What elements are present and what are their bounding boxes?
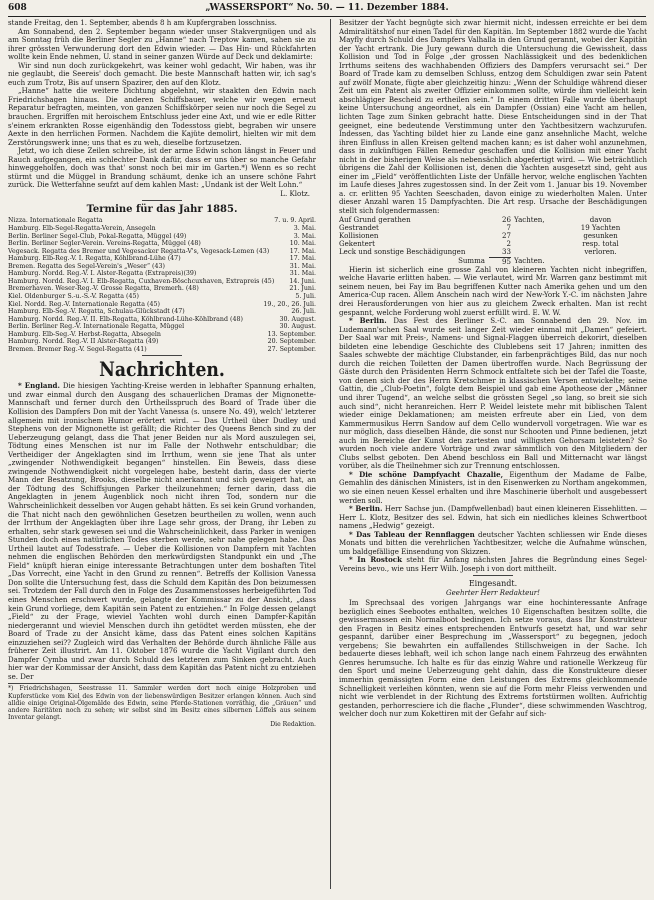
berlin2-lead: * Berlin. bbox=[349, 504, 383, 514]
regatta-row bbox=[8, 225, 316, 233]
damage-sum-label: Summa bbox=[458, 255, 485, 265]
page-number: 608 bbox=[8, 3, 27, 13]
regatta-event: Nizza. Internationale Regatta bbox=[8, 217, 103, 225]
damage-sum-value: 95 bbox=[489, 257, 511, 266]
paragraph: Am Sonnabend, den 2. September begann wieder unser Stakvergnügen und als am Sonntag früh die Berliner Segler zu „Hanne“ nach Treptow kamen, sahen sie zu ihrer grössten Verwunderung dort den Edwin wieder. — Das Hin- und Rückfahrten wollte kein Ende nehmen, U. stand in seiner ganzen Würde auf Deck und deklamirte: bbox=[8, 26, 316, 62]
paragraph: Wir sind nun doch zurückgekehrt, was keiner wohl gedacht, Wir haben, was ihr nie geglaubt, die Seereis' doch gemacht. Die beste Mannschaft hatten wir, ich sag's euch zum Trotz, Bis auf unsern Spazirer, den auf den Klotz. bbox=[8, 60, 316, 87]
damage-row bbox=[339, 248, 647, 256]
regatta-event: Hamburg. Nordd. Reg.-V. I. Alster-Regatta (Extrapreis)(39) bbox=[8, 270, 197, 278]
regatta-date: 5. Juli. bbox=[295, 292, 316, 300]
chazalie-lead: * Die schöne Dampfyacht Chazalie, bbox=[349, 469, 504, 479]
damage-value: 27 bbox=[502, 230, 511, 240]
regatta-event: Bremen. Regatta des Segel-Verein's „Weser“ (43) bbox=[8, 262, 165, 270]
section-separator bbox=[142, 200, 182, 201]
regatta-row bbox=[8, 233, 316, 241]
page-header bbox=[8, 3, 646, 17]
berlin-item bbox=[339, 317, 647, 471]
regatta-row bbox=[8, 346, 316, 354]
damage-table bbox=[339, 216, 647, 257]
paragraph: „Hanne“ hatte die weitere Dichtung abgelehnt, wir staakten den Edwin nach Friedrichshagen hinaus. Die anderen Schiffsbauer, welche wir wegen erneut Reparatur befragten, meinten, von ganzen Schiffskörper seien nur noch die Segel zu brauchen. Ergriffen mit heroischem Entschluss jeder eine Axt, und wie er edle Ritter s'einem erkrankten Rosse eigenhändig den Todesstoss giebt, begraben wir unsere Aexte in den herrlichen Formen. Nachdem die Kajüte demolirt, hielten wir mit dem Zerstörungswerk inne; uns that es zu weh, dieselbe fortzusetzen. bbox=[8, 86, 316, 147]
berlin2-item bbox=[339, 505, 647, 531]
england-lead: * England. bbox=[18, 381, 60, 391]
running-title: „WASSERSPORT“ No. 50. — 11. Dezember 1884. bbox=[205, 3, 449, 13]
regatta-event: Hamburg. Nordd. Reg.-V. II Alster-Regatta (49) bbox=[8, 338, 159, 346]
damage-label: Gekentert bbox=[339, 240, 375, 249]
paragraph: Hierin ist sicherlich eine grosse Zahl von kleineren Yachten nicht inbegriffen, welche Havarie erlitten haben. — Wie verlautet, wird Mr. Warren ganz bestimmt mit seinem neuen, bei Fay im Bau begriffenen Kutter nach Amerika gehen und um den America-Cup racen. Allem Anschein nach wird der New-York Y.-C. im nächsten Jahre drei Herausforderungen von hier aus zu gleichem Zweck erhalten. Man ist recht gespannt, welche Forderung wohl zuerst erfüllt wird. E. W. W. bbox=[339, 264, 647, 317]
damage-label: Gestrandet bbox=[339, 223, 379, 232]
regatta-date: 17. Mai. bbox=[289, 247, 316, 255]
regatta-date: 31. Mai. bbox=[289, 262, 316, 270]
regatta-row bbox=[8, 323, 316, 331]
regatta-event: Hamburg. Elb-Seg.-V. Regatta, Schulau-Glückstadt (47) bbox=[8, 308, 185, 316]
regatta-date: 14. Juni. bbox=[289, 277, 316, 285]
regatta-event: Hamburg. Elb-Seg.-V. Herbst-Regatta, Absegeln bbox=[8, 330, 161, 338]
regatta-row bbox=[8, 240, 316, 248]
right-column bbox=[339, 19, 647, 893]
footnote-sign: Die Redaktion. bbox=[270, 721, 316, 729]
berlin-lead: * Berlin. bbox=[349, 316, 387, 326]
regatta-event: Hamburg. Elb-Segel-Regatta-Verein, Ansegeln bbox=[8, 225, 156, 233]
regatta-date: 3. Mai. bbox=[293, 225, 316, 233]
footnote bbox=[8, 683, 316, 728]
section-separator bbox=[473, 575, 513, 576]
regatta-event: Kiel. Oldenburger S.-u.-S.-V. Regatta (45) bbox=[8, 292, 139, 300]
regatta-date: 19., 20., 26. Juli. bbox=[263, 300, 316, 308]
regatta-event: Berlin. Berliner Segler-Verein. Vereins-Regatta, Müggel (48) bbox=[8, 240, 201, 248]
regatta-row bbox=[8, 217, 316, 225]
regatta-row bbox=[8, 270, 316, 278]
damage-sum-unit: Yachten. bbox=[514, 255, 545, 265]
damage-label: Kollisionen bbox=[339, 231, 379, 240]
termine-heading: Termine für das Jahr 1885. bbox=[86, 204, 238, 216]
regatta-date: 3. Mai. bbox=[293, 232, 316, 240]
column-divider bbox=[330, 19, 331, 889]
regatta-event: Kiel. Nordd. Reg.-V. Internationale Regatta (45) bbox=[8, 300, 160, 308]
letter-text: Im Sprechsaal des vorigen Jahrgangs war eine hochinteressante Anfrage bezüglich eines Seebootes enthalten, welches 10 Eigenschaften besitzen sollte, die gewissermassen ein Normalboot bedingen. Ich setze voraus, dass Ihr Konstrukteur den Fragen in Besitz eines entsprechenden Entwurfs gesetzt hat, und war sehr gespannt, darüber einer Besprechung im „Wassersport“ zu begegnen, jedoch vergebens; Sie bewahrten ein auffallendes Stillschweigen in der Sache. Ich bedauerte dieses lebhaft, weil ich schon lange nach einem Fahrzeug des erwähnten Genres herumsuche. Ich halte es für das einzig Wahre und rationelle Werkzeug für den Sport und meine Ueberzeugung geht dahin, dass die Konstrukteure dieser immerhin gemässigten Form eine den Leistungen des Extrems gleichkommende Schnelligkeit verleihen könnten, wenn sie auf die Form mehr Fleiss verwenden und nicht wie verblendet in der Richtung des Extrems fortstürmen wollten. Aufrichtig gestanden, perhorresciere ich die flache „Flunder“, diese schwimmenden Waschtrog, welcher doch nur zum Kokettiren mit der Gefahr auf sich- bbox=[339, 598, 647, 719]
tableau-lead: * Das Tableau der Rennflaggen bbox=[349, 529, 475, 539]
regatta-row bbox=[8, 263, 316, 271]
regatta-row bbox=[8, 285, 316, 293]
regatta-date: 30. August. bbox=[279, 323, 316, 331]
paragraph: Besitzer der Yacht begnügte sich zwar hiermit nicht, indessen erreichte er bei dem Admiralitätshof nur einen Tadel für den Kapitän. Im September 1882 wurde die Yacht Mayfly durch Schuld des Dampfers Valhalla in den Grund gerannt, wobei der Kapitän der Yacht ertrank. Die Jury gewann durch die Untersuchung die Gewissheit, dass Kollision und Tod in Folge „der grossen Nachlässigkeit und des bedenklichen Irrthums seitens des wachhabenden Offiziers des Dampfers verursacht sei.“ Der Board of Trade kam zu demselben Schluss, entzog dem Schuldigen zwar sein Patent auf zwölf Monate, fügte aber gleichzeitig hinzu: „Wenn der Schuldige während dieser Zeit um ein Patent als zweiter Offizier einkommen sollte, würde ihm vielleicht kein abschlägiger Bescheid zu ertheilen sein.“ In einem dritten Falle wurde überhaupt keine Untersuchung angeordnet, als ein Dampfer (Ossian) eine Yacht am hellen, lichten Tage zum Sinken gebracht hatte. Diese Entscheidungen sind in der That geeignet, eine bedeutende Verstimmung unter den Yachtbesitzern wachzurufen. Indessen, das Yachting bildet hier zu Lande eine ganz ansehnliche Macht, welche ihren Einfluss in allen Kreisen geltend machen kann; es ist daher wohl anzunehmen, dass in zukünftigen Fällen Remedur geschaffen und die Kollision mit einer Yacht nicht in der bisherigen Weise als nebensächlich abgefertigt wird. — Wie beträchtlich übrigens die Zahl der Kollisionen ist, denen die Yachten ausgesetzt sind, geht aus einer im „Field“ veröffentlichten Liste der Unfälle hervor, welche englischen Yachten im Laufe dieses Jahres zugestossen sind. In der Zeit vom 1. Januar bis 19. November a. cr. erlitten 95 Yachten Seeschaden, davon einige zu wiederholten Malen. Unter dieser Anzahl waren 15 Dampfyachten. Die Art resp. Ursache der Beschädigungen stellt sich folgendermassen: bbox=[339, 19, 647, 216]
regatta-list bbox=[8, 217, 316, 353]
regatta-row bbox=[8, 338, 316, 346]
regatta-event: Bremen. Bremer Reg.-V. Segel-Regatta (41) bbox=[8, 345, 147, 353]
regatta-date: 27. September. bbox=[267, 345, 316, 353]
regatta-row bbox=[8, 308, 316, 316]
tableau-item bbox=[339, 531, 647, 557]
damage-side-note: verloren. bbox=[584, 247, 617, 257]
eingesandt-heading: Eingesandt. bbox=[468, 579, 518, 589]
left-column bbox=[8, 19, 316, 893]
damage-side-note: 19 Yachten bbox=[580, 222, 621, 232]
damage-side-note: resp. total bbox=[582, 239, 619, 249]
regatta-row bbox=[8, 301, 316, 309]
damage-value: 26 bbox=[502, 214, 511, 224]
rostock-item bbox=[339, 556, 647, 573]
damage-unit bbox=[511, 224, 554, 232]
damage-unit bbox=[511, 232, 554, 240]
damage-side-note: davon bbox=[589, 214, 612, 224]
regatta-date: 31. Mai. bbox=[289, 270, 316, 278]
signature: L. Klotz. bbox=[280, 188, 310, 198]
regatta-row bbox=[8, 248, 316, 256]
regatta-date: 30. August. bbox=[279, 315, 316, 323]
regatta-event: Berlin. Berliner Reg.-V. Internationale Regatta, Müggel bbox=[8, 323, 185, 331]
regatta-event: Vegesack. Regatta des Bremer und Vegesacker Regatta-V's, Vegesack-Lemen (43) bbox=[8, 247, 270, 255]
footnote-text: *) Friedrichshagen, Seestrasse 11. Sammler werden dort noch einige Holzproben und Kupferstücke vom Kiel des Edwin von der liebenswürdigen Besitzer erlangen können. Auch sind alldie einige Original-Ölgemälde des Edwin, seine Pferde-Stationen vorräthig, die „Gräuen“ und andere Raritäten noch zu sehen; wir selbst sind im Besitz eines silbernen Löffels aus seinem Inventar gelangt. bbox=[8, 685, 316, 722]
regatta-event: Bremerhaven. Weser-Reg.-V. Grosse Regatta, Bremerh. (48) bbox=[8, 285, 199, 293]
regatta-event: Berlin. Berliner Segel-Club, Pokal-Regatta, Müggel (49) bbox=[8, 232, 187, 240]
berlin-text: Das Fest des Berliner S.-C. am Sonnabend den 29. Nov. im Ludemann'schen Saal wurde seit langer Zeit wieder einmal mit „Damen“ gefeiert. Der Saal war mit Preis-, Namens- und Signal-Flaggen überreich dekorirt, dieselben bildeten eine lebendige Geschichte des Clublebens seit 17 Jahren; inmitten des Saales schwebte der mächtige Clubstander, ein farbenprächtiges Bild, das nur noch durch die reichen Toiletten der Damen übertroffen wurde. Nach Begrüssung der Gäste durch den Präsidenten Herrn Schmock entfaltete sich bei der Tafel die Toaste, von denen sich der des Herrn Kretschmer in klassischen Versen entwickelte; seine Gattin, die „Club-Poetin“, folgte dem Beispiel und gab eine Apotheose der „Männer und ihrer Tugend“, an welche selbst die grössten Segel „so lang, so breit sie sich auch sind“, nicht heranreichen. Herr P. Weidel leistete mehr mit biblischen Talent wieder einige Deklamationen; am meisten erfreute aber ein Lied, von dem Kammermusikus Herrn Sandow auf dem Cello wundervoll vorgetragen. Wie war es nur möglich, dass dieselben Hände, die sonst nur Schooten und Pinne bedienen, jetzt auch im Bereiche der Kunst den zartesten und willigsten Gehorsam leisteten? So wurden noch viele andere Vorträge und zwar sämmtlich von den Mitgliedern der Clubs selbst geboten. Den Abend beschloss ein Ball und Mitternacht war längst vorüber, als die Theilnehmer sich zur Trennung entschlossen. bbox=[339, 316, 647, 471]
england-text: Die hiesigen Yachting-Kreise werden in lebhafter Spannung erhalten, und zwar einmal durch den Ausgang des schauerlichen Dramas der Mignonette-Mannschaft und ferner durch den Urtheilsspruch des Board of Trade über die Kollision des Dampfers Don mit der Yacht Vanessa (s. unsere No. 49), welch' letzterer allgemein mit ironischem Humor erörtert wird. — Das Urtheil über Dudley und Stephens von der Mignonette ist gefällt; die Richter des Queens Bench sind zu der Ueberzeugung gelangt, dass die That jener Beiden nur als Mord auszulegen sei, Tödtung eines Menschen ist nur im Falle der Nothwehr entschuldbar; die Vertheidiger der Angeklagten sind im Irrthum, wenn sie jene That als unter „zwingender Nothwendigkeit begangen“ hinstellen. Ein Beweis, dass diese zwingende Nothwendigkeit nicht vorgelegen habe, besteht darin, dass der vierte Mann der Besatzung, Brooks, dieselbe nicht anerkannt und sich geweigert hat, an der Tödtung des Schiffsjungen Parker theilzunehmen; ferner darin, dass die Angeklagten in jenem Augenblick noch nicht ihren Tod, sondern nur die Wahrscheinlichkeit desselben vor Augen gehabt hätten. Es sei kein Grund vorhanden, die That nicht nach den gewöhnlichen Gesetzen beurtheilen zu wollen, wenn auch der Irrthum der Angeklagten über ihre Lage sehr gross, der Drang, ihr Leben zu erhalten, sehr stark gewesen sei und die Wahrscheinlichkeit, dass Parker in wenigen Stunden doch eines natürlichen Todes sterben werde, sehr nahe gelegen habe. Das Urtheil lautet auf Todesstrafe. — Ueber die Kollisionen von Dampfern mit Yachten nehmen die englischen Behörden den merkwürdigsten Standpunkt ein und „The Field“ knüpft hieran einige interessante Betrachtungen unter dem boshaften Titel „Das Vorrecht, eine Yacht in den Grund zu rennen“. Betreffs der Kollision Vanessa Don sollte die Untersuchung fest, dass die Schuld dem Kapitän des Don beizumessen sei. Trotzdem der Fall durch den in Folge des Zusammenstosses herbeigeführten Tod eines Menschen erschwert wurde, gelangte der Kommissar zu der Ansicht, „dass kein Grund vorliege, dem Kapitän sein Patent zu entziehen.“ In Folge dessen gelangt „Field“ zu der Frage, wieviel Yachten wohl durch einen Dampfer-Kapitän niedergerannt und wieviel Menschen durch ihn getödtet werden müssten, ehe der Board of Trade zu der Ansicht käme, dass das Patent eines solchen Kapitäns einzuziehen sei?? Zugleich wird das Verhalten der Behörde durch ähnliche Fälle aus früherer Zeit illustrirt. Am 11. Oktober 1876 wurde die Yacht Vigilant durch den Dampfer Cymba und zwar durch Schuld des letzteren zum Sinken gebracht. Auch hier war der Kommissar der Ansicht, dass dem Kapitän das Patent nicht zu entziehen se. Der bbox=[8, 381, 316, 681]
berlin2-text: Herr Sachse jun. (Dampfwellenbad) baut einen kleineren Eissehlitten. — Herr L. Klotz, Besitzer des sel. Edwin, hat sich ein niedliches kleines Schwertboot namens „Hedwig“ gezeigt. bbox=[339, 504, 647, 531]
regatta-date: 26. Juli. bbox=[291, 308, 316, 316]
regatta-row bbox=[8, 331, 316, 339]
nachrichten-heading: Nachrichten. bbox=[99, 357, 225, 382]
regatta-event: Hamburg. Elb-Reg.-V. I. Regatta, Köhlbrand-Lühe (47) bbox=[8, 255, 181, 263]
england-item bbox=[8, 382, 316, 681]
header-rule bbox=[8, 16, 646, 17]
regatta-date: 13. September. bbox=[267, 330, 316, 338]
regatta-row bbox=[8, 278, 316, 286]
rostock-text: steht für Anfang nächsten Jahres die Begründung eines Segel-Vereins bevo., wie uns Herr Wilh. Joseph i von dort mittheilt. bbox=[339, 555, 647, 573]
rostock-lead: * In Rostock bbox=[349, 555, 402, 565]
damage-label: Leck und sonstige Beschädigungen bbox=[339, 248, 466, 257]
intro-paragraphs bbox=[8, 19, 316, 190]
regatta-date: 20. September. bbox=[267, 338, 316, 346]
regatta-row bbox=[8, 255, 316, 263]
damage-unit bbox=[511, 240, 554, 248]
damage-unit: Yachten, bbox=[514, 214, 545, 224]
letter-salutation: Geehrter Herr Redakteur! bbox=[446, 588, 540, 598]
right-top-paragraphs bbox=[339, 19, 647, 216]
damage-label: Auf Grund gerathen bbox=[339, 215, 411, 224]
damage-value: 2 bbox=[506, 239, 511, 249]
chazalie-text: Eigenthum der Madame de Falbe, Gemahlin des dänischen Ministers, ist in den Eisenwerken zu Northam angekommen, wo sie einen neuen Kessel erhalten und ihre Maschinerie überholt und ausgebessert werden soll. bbox=[339, 469, 647, 505]
regatta-event: Hamburg. Nordd. Reg.-V. I. Elb-Regatta, Cuxhaven-Böschcuxhaven, Extrapreis (45) bbox=[8, 277, 275, 285]
chazalie-item bbox=[339, 471, 647, 505]
right-mid-paragraphs bbox=[339, 266, 647, 317]
damage-side-note: gesunken bbox=[583, 230, 618, 240]
damage-value: 33 bbox=[502, 247, 511, 257]
regatta-event: Hamburg. Nordd. Reg.-V. II. Elb-Regatta, Köhlbrand-Lühe-Köhlbrand (48) bbox=[8, 315, 243, 323]
regatta-date: 17. Mai. bbox=[289, 255, 316, 263]
damage-value: 7 bbox=[506, 222, 511, 232]
tableau-text: deutscher Yachten schliessen wir Ende dieses Monats und bitten die verehrlichen Yachtbesitzer, welche die Aufnahme wünschen, um baldgefällige Einsendung von Skizzen. bbox=[339, 529, 647, 556]
paragraph: Jetzt, wo ich diese Zeilen schreibe, ist der arme Edwin schon längst in Feuer und Rauch aufgegangen, ein schlechter Dank dafür, dass er uns über so manche Gefahr hinweggeholfen, doch was that' sonst noch bei mir im Garten.*) Wenn es so recht stürmt und die Müggel in Brandung schäumt, denke ich an unsere schöne Fahrt zurück. Die Wetterfahne seufzt auf dem kahlen Mast: „Undank ist der Welt Lohn.“ bbox=[8, 146, 316, 190]
regatta-date: 21. Juni. bbox=[289, 285, 316, 293]
regatta-row bbox=[8, 316, 316, 324]
regatta-date: 10. Mai. bbox=[289, 240, 316, 248]
regatta-date: 7. u. 9. April. bbox=[274, 217, 316, 225]
section-separator bbox=[142, 355, 182, 356]
regatta-row bbox=[8, 293, 316, 301]
paragraph: stande Freitag, den 1. September, abends 8 h am Kupfergraben losschniss. bbox=[8, 19, 277, 27]
